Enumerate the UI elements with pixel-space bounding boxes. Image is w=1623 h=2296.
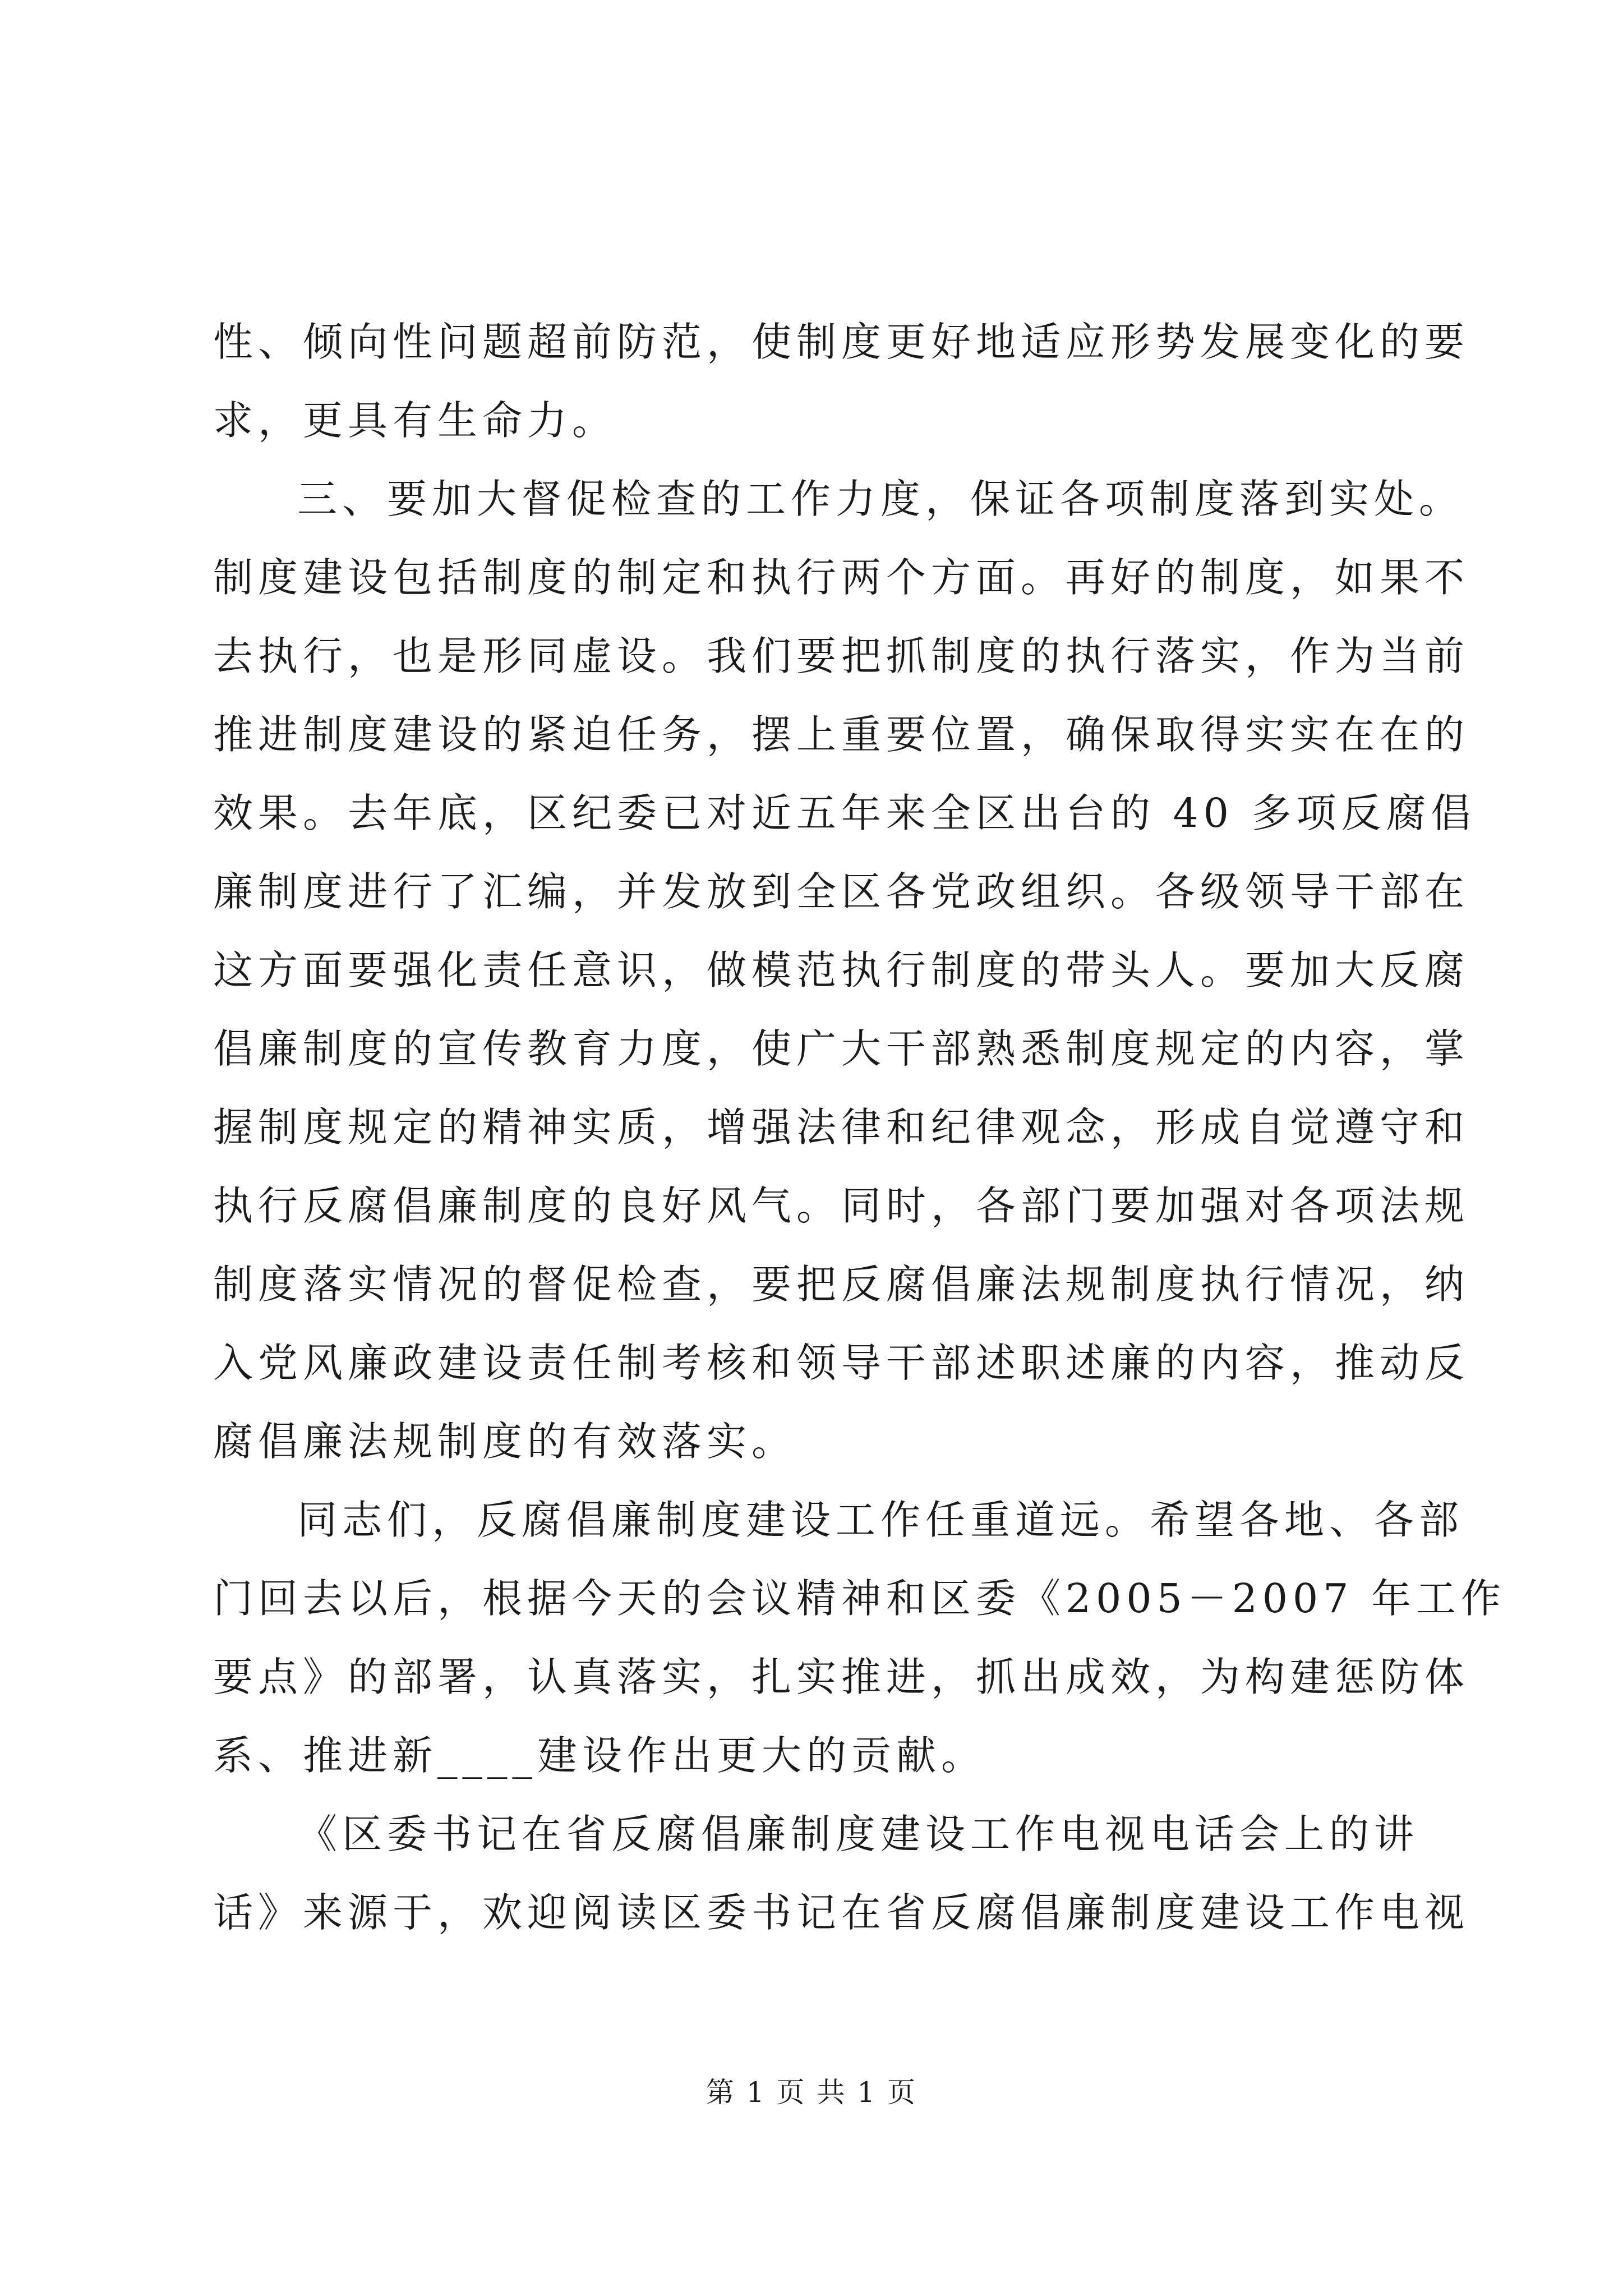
text-line: 制度落实情况的督促检查，要把反腐倡廉法规制度执行情况，纳: [213, 1261, 1470, 1308]
text-line: 推进制度建设的紧迫任务，摆上重要位置，确保取得实实在在的: [213, 711, 1470, 758]
paragraph-start-line: 《区委书记在省反腐倡廉制度建设工作电视电话会上的讲: [297, 1811, 1419, 1857]
text-line: 系、推进新____建设作出更大的贡献。: [213, 1732, 986, 1779]
text-line: 性、倾向性问题超前防范，使制度更好地适应形势发展变化的要: [213, 319, 1470, 365]
text-line: 要点》的部署，认真落实，扎实推进，抓出成效，为构建惩防体: [213, 1654, 1470, 1700]
text-line: 腐倡廉法规制度的有效落实。: [213, 1418, 797, 1465]
text-line: 效果。去年底，区纪委已对近五年来全区出台的 40 多项反腐倡: [213, 790, 1476, 836]
text-line: 门回去以后，根据今天的会议精神和区委《2005－2007 年工作: [213, 1575, 1506, 1622]
text-line: 倡廉制度的宣传教育力度，使广大干部熟悉制度规定的内容，掌: [213, 1025, 1470, 1072]
section-heading-line: 三、要加大督促检查的工作力度，保证各项制度落到实处。: [297, 476, 1464, 522]
text-line: 执行反腐倡廉制度的良好风气。同时，各部门要加强对各项法规: [213, 1182, 1470, 1229]
text-line: 这方面要强化责任意识，做模范执行制度的带头人。要加大反腐: [213, 947, 1470, 993]
document-body: [213, 303, 1506, 1952]
paragraph-start-line: 同志们，反腐倡廉制度建设工作任重道远。希望各地、各部: [297, 1497, 1464, 1543]
text-line: 话》来源于，欢迎阅读区委书记在省反腐倡廉制度建设工作电视: [213, 1889, 1470, 1936]
text-line: 握制度规定的精神实质，增强法律和纪律观念，形成自觉遵守和: [213, 1104, 1470, 1151]
page-number-footer: 第 1 页 共 1 页: [706, 2076, 917, 2109]
text-line: 求，更具有生命力。: [213, 397, 617, 444]
text-line: 去执行，也是形同虚设。我们要把抓制度的执行落实，作为当前: [213, 633, 1470, 679]
text-line: 制度建设包括制度的制定和执行两个方面。再好的制度，如果不: [213, 554, 1470, 601]
text-line: 入党风廉政建设责任制考核和领导干部述职述廉的内容，推动反: [213, 1340, 1470, 1386]
text-line: 廉制度进行了汇编，并发放到全区各党政组织。各级领导干部在: [213, 868, 1470, 915]
